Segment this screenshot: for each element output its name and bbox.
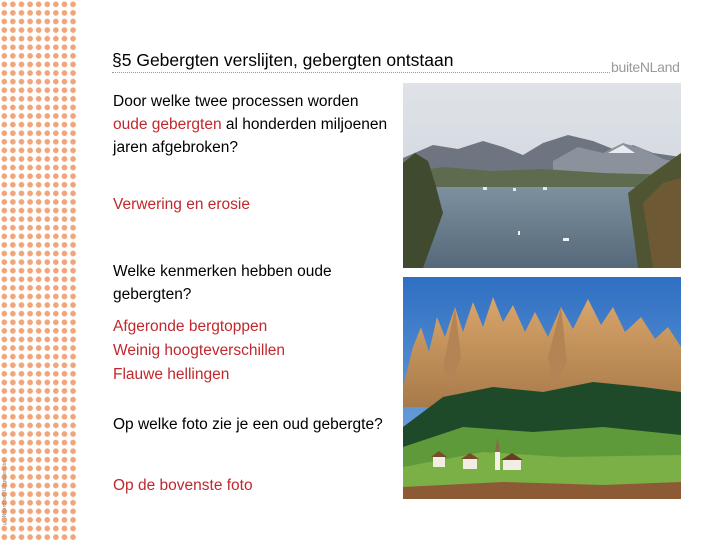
- title-divider: [112, 72, 610, 73]
- question-2: Welke kenmerken hebben oude gebergten?: [113, 263, 332, 303]
- question-1: Door welke twee processen worden oude gebergten al honderden miljoenen jaren afgebroken?: [113, 93, 388, 156]
- side-credit: © Noordhoff Uitgevers bv: [2, 459, 8, 525]
- answer-2-line-3: Flauwe hellingen: [113, 366, 230, 383]
- photo-old-mountains-lake: [403, 83, 681, 268]
- answer-2-line-2: Weinig hoogteverschillen: [113, 342, 286, 359]
- answer-3: Op de bovenste foto: [113, 477, 253, 494]
- highlight-old-mountains: oude gebergten: [113, 116, 222, 133]
- question-3: Op welke foto zie je een oud gebergte?: [113, 416, 383, 433]
- publisher-logo: buiteNLand: [611, 59, 680, 75]
- photo-young-mountains-village: [403, 277, 681, 499]
- slide-title: §5 Gebergten verslijten, gebergten ontstaan: [112, 50, 454, 70]
- answer-1: Verwering en erosie: [113, 196, 250, 213]
- answer-2-line-1: Afgeronde bergtoppen: [113, 318, 268, 335]
